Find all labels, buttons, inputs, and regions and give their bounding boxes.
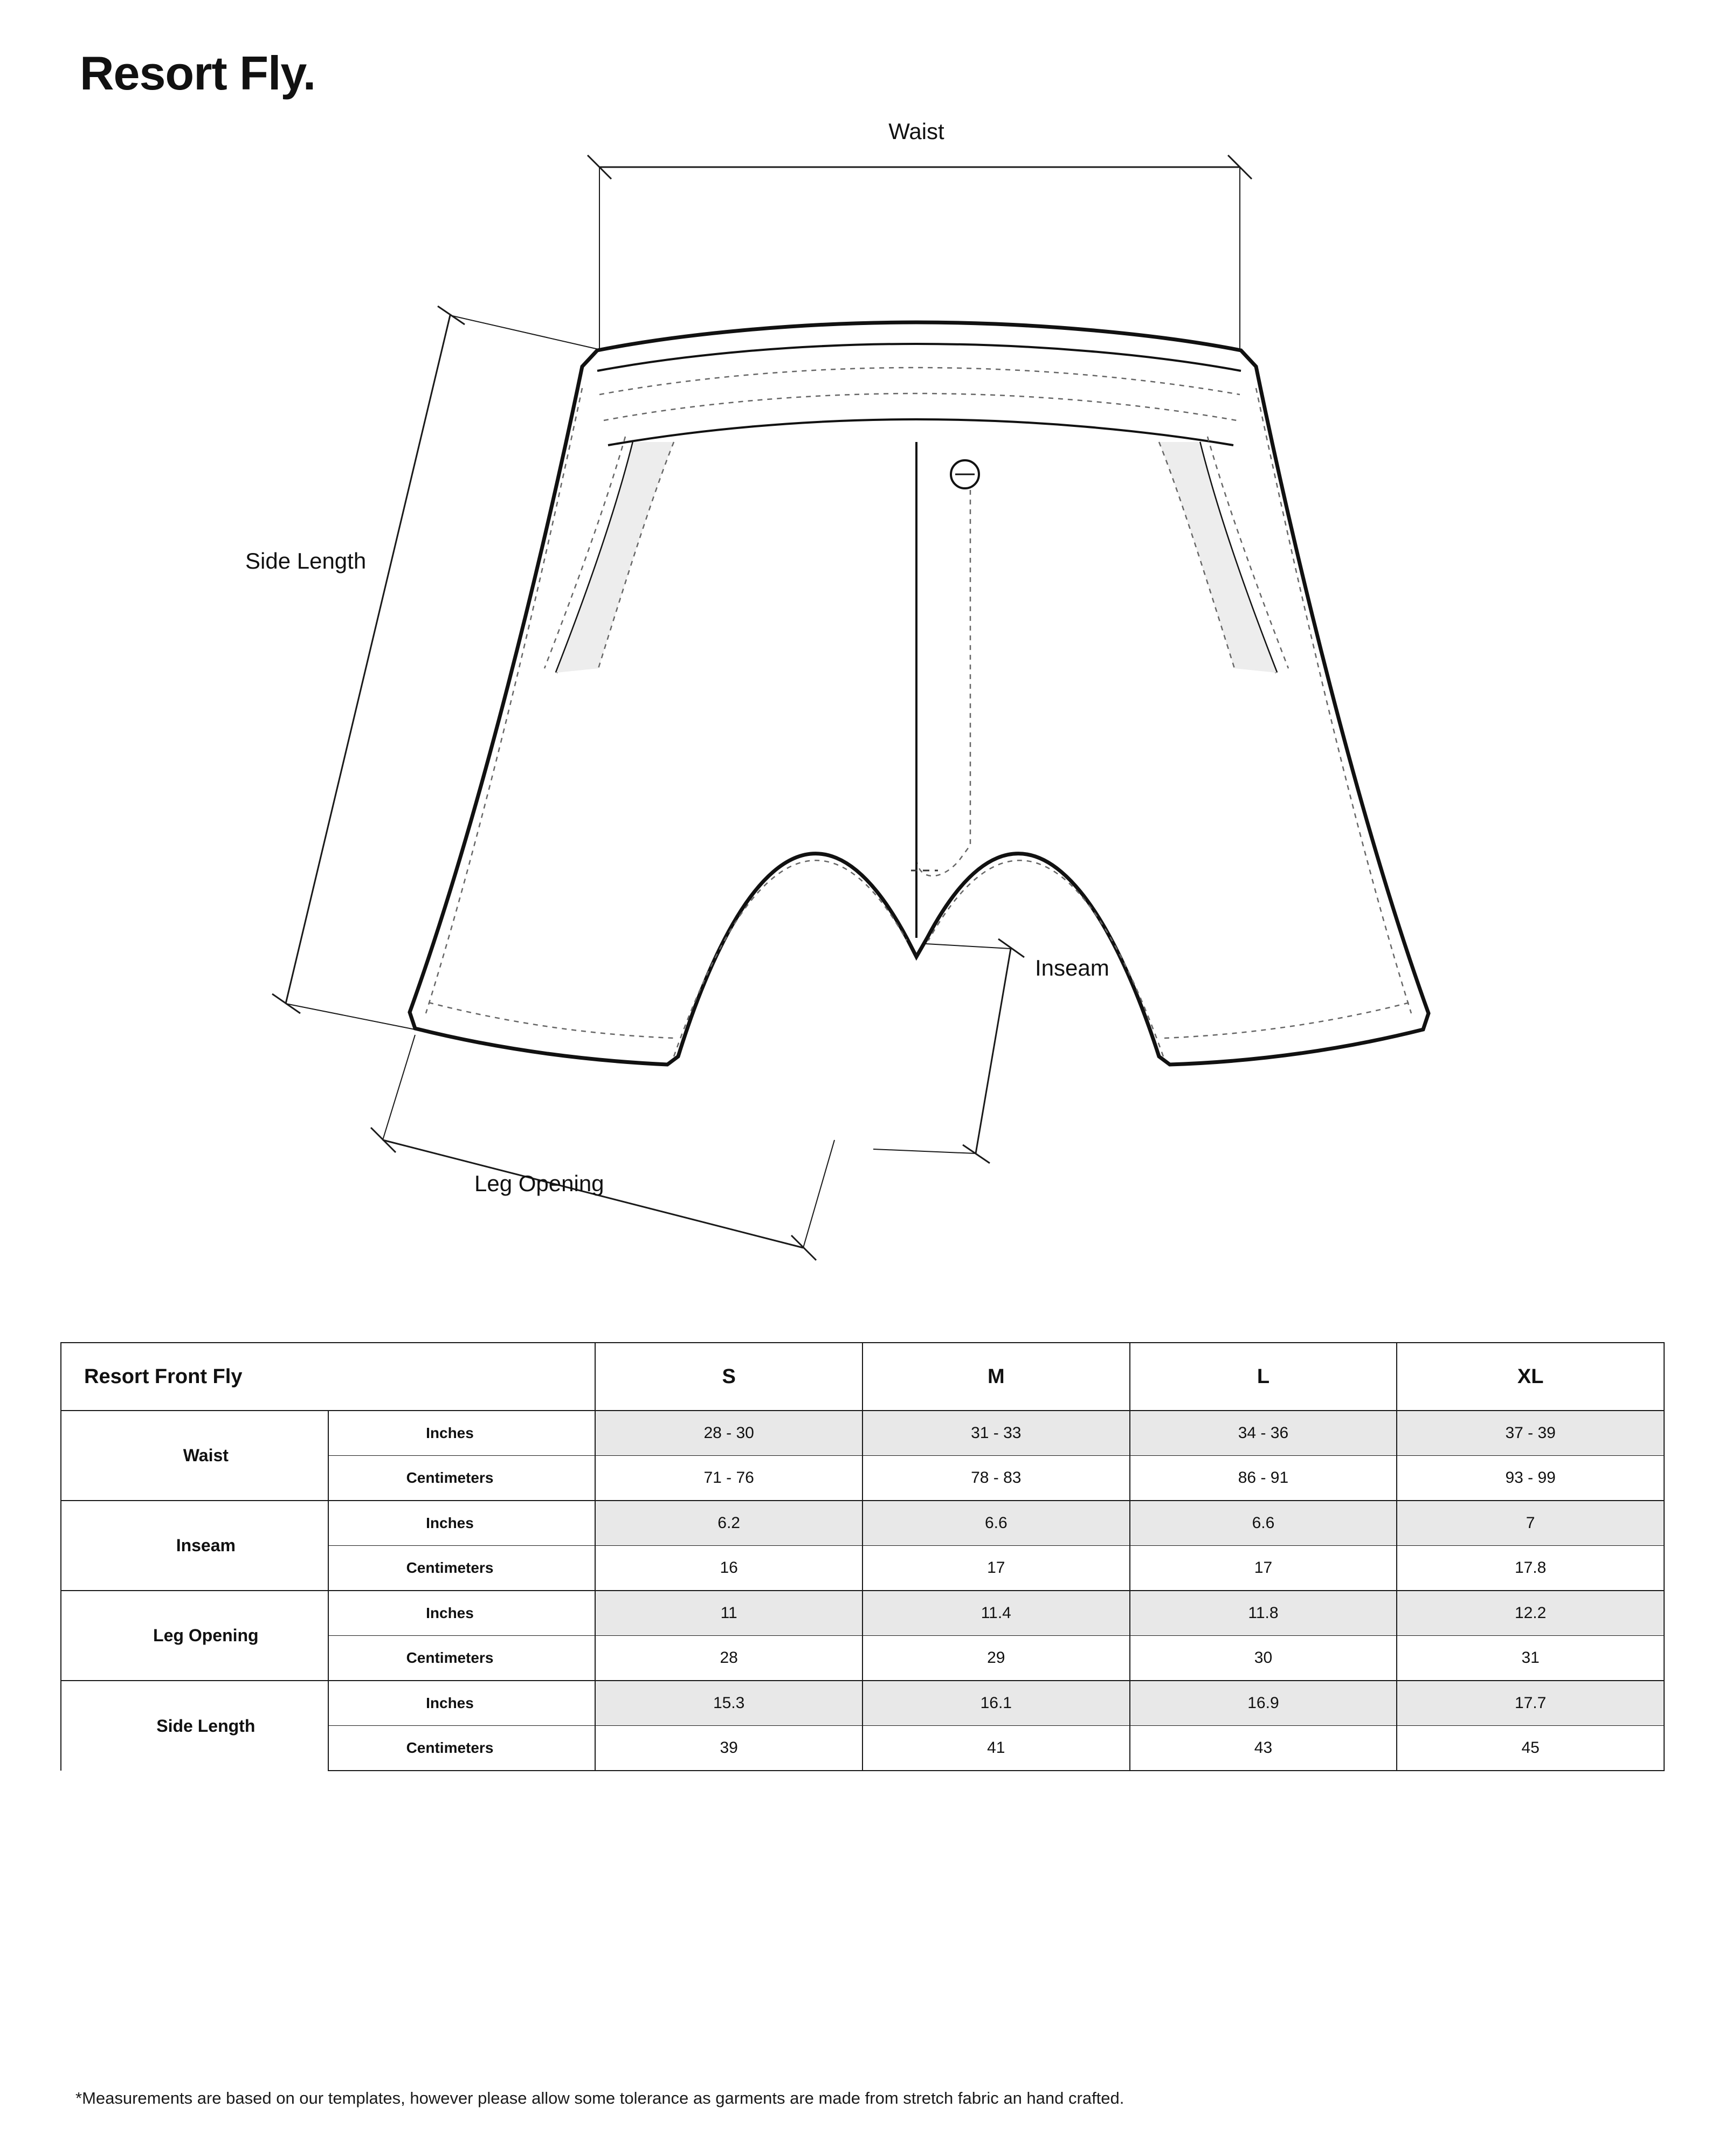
cell-leg-in-xl: 12.2	[1397, 1591, 1664, 1636]
cell-leg-cm-m: 29	[862, 1636, 1130, 1681]
cell-side-cm-m: 41	[862, 1726, 1130, 1771]
cell-leg-cm-l: 30	[1130, 1636, 1397, 1681]
cell-leg-in-s: 11	[595, 1591, 862, 1636]
table-row	[61, 1501, 1664, 1546]
cell-leg-cm-xl: 31	[1397, 1636, 1664, 1681]
inseam-label: Inseam	[1035, 955, 1109, 980]
size-table	[60, 1342, 1665, 1771]
unit-centimeters: Centimeters	[328, 1636, 596, 1681]
cell-waist-cm-m: 78 - 83	[862, 1456, 1130, 1501]
cell-waist-cm-l: 86 - 91	[1130, 1456, 1397, 1501]
cell-side-in-l: 16.9	[1130, 1681, 1397, 1726]
cell-side-in-s: 15.3	[595, 1681, 862, 1726]
unit-inches: Inches	[328, 1591, 596, 1636]
cell-waist-in-xl: 37 - 39	[1397, 1411, 1664, 1456]
table-row	[61, 1411, 1664, 1456]
cell-leg-in-l: 11.8	[1130, 1591, 1397, 1636]
table-row	[61, 1591, 1664, 1636]
size-header-xl: XL	[1397, 1343, 1664, 1411]
cell-waist-cm-s: 71 - 76	[595, 1456, 862, 1501]
cell-waist-in-l: 34 - 36	[1130, 1411, 1397, 1456]
cell-leg-in-m: 11.4	[862, 1591, 1130, 1636]
table-row	[61, 1681, 1664, 1726]
unit-inches: Inches	[328, 1681, 596, 1726]
measurement-footnote: *Measurements are based on our templates, however please allow some tolerance as garments are made from stretch fabric an hand crafted.	[75, 2089, 1124, 2107]
size-header-m: M	[862, 1343, 1130, 1411]
side-length-label: Side Length	[245, 548, 367, 573]
garment-diagram	[0, 65, 1725, 1283]
measure-name-leg-opening: Leg Opening	[61, 1591, 328, 1681]
cell-inseam-cm-s: 16	[595, 1546, 862, 1591]
cell-inseam-in-xl: 7	[1397, 1501, 1664, 1546]
table-header-row	[61, 1343, 1664, 1411]
waist-label: Waist	[888, 119, 944, 144]
measure-name-inseam: Inseam	[61, 1501, 328, 1591]
page-title: Resort Fly.	[80, 46, 316, 100]
measure-name-waist: Waist	[61, 1411, 328, 1501]
cell-side-cm-l: 43	[1130, 1726, 1397, 1771]
cell-leg-cm-s: 28	[595, 1636, 862, 1681]
leg-opening-label: Leg Opening	[474, 1171, 604, 1196]
size-header-l: L	[1130, 1343, 1397, 1411]
table-corner-label: Resort Front Fly	[61, 1343, 595, 1411]
cell-inseam-in-l: 6.6	[1130, 1501, 1397, 1546]
inseam-dimension	[873, 939, 1024, 1163]
cell-side-in-m: 16.1	[862, 1681, 1130, 1726]
leg-opening-dimension	[371, 1035, 834, 1260]
cell-inseam-cm-l: 17	[1130, 1546, 1397, 1591]
cell-inseam-in-m: 6.6	[862, 1501, 1130, 1546]
size-header-s: S	[595, 1343, 862, 1411]
cell-waist-cm-xl: 93 - 99	[1397, 1456, 1664, 1501]
cell-waist-in-s: 28 - 30	[595, 1411, 862, 1456]
unit-centimeters: Centimeters	[328, 1456, 596, 1501]
unit-centimeters: Centimeters	[328, 1546, 596, 1591]
cell-side-cm-xl: 45	[1397, 1726, 1664, 1771]
cell-inseam-in-s: 6.2	[595, 1501, 862, 1546]
unit-inches: Inches	[328, 1411, 596, 1456]
measure-name-side-length: Side Length	[61, 1681, 328, 1771]
cell-inseam-cm-m: 17	[862, 1546, 1130, 1591]
cell-inseam-cm-xl: 17.8	[1397, 1546, 1664, 1591]
size-chart	[60, 1342, 1665, 1771]
unit-inches: Inches	[328, 1501, 596, 1546]
cell-waist-in-m: 31 - 33	[862, 1411, 1130, 1456]
cell-side-in-xl: 17.7	[1397, 1681, 1664, 1726]
unit-centimeters: Centimeters	[328, 1726, 596, 1771]
cell-side-cm-s: 39	[595, 1726, 862, 1771]
shorts-illustration	[410, 322, 1429, 1065]
